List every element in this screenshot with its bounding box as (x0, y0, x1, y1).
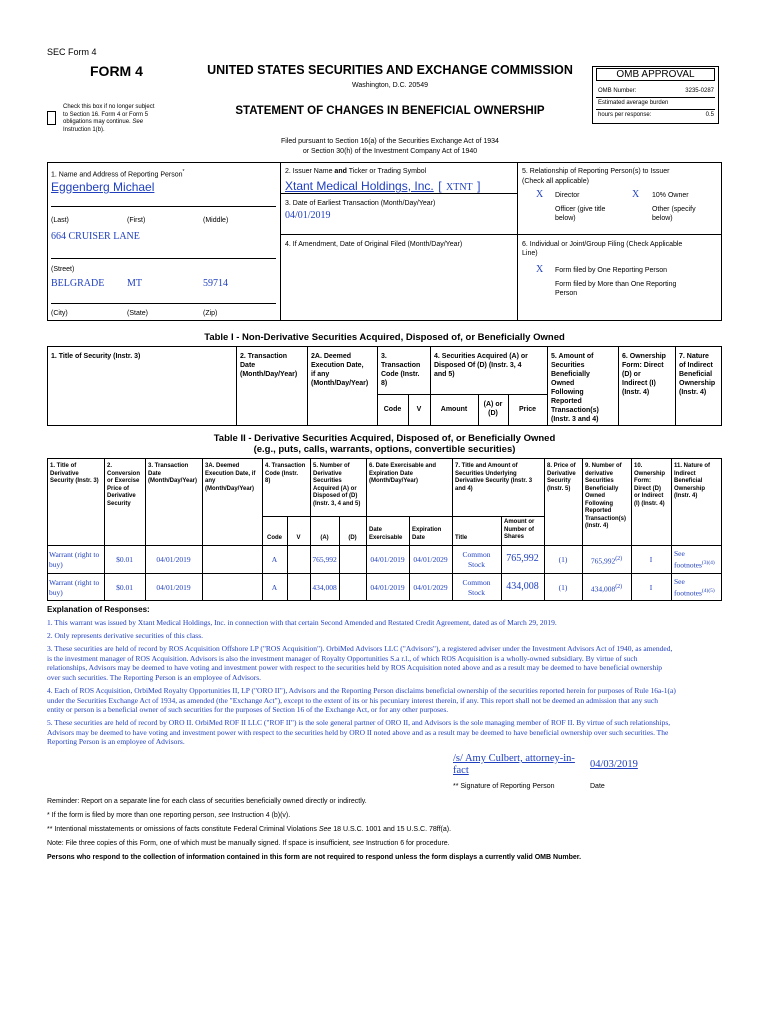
reporting-address: 664 CRUISER LANE (51, 231, 140, 242)
signature-date: 04/03/2019 (590, 759, 638, 770)
earliest-transaction-date: 04/01/2019 (285, 210, 331, 221)
t2-h-underlying: 7. Title and Amount of Securities Underlying Derivative Security (Instr. 3 and 4) (455, 463, 533, 492)
first-label: (First) (127, 217, 146, 224)
t2-h-deemed: 3A. Deemed Execution Date, if any (Month/Day/Year) (205, 463, 256, 492)
explanation-title: Explanation of Responses: (47, 605, 150, 614)
commission-city: Washington, D.C. 20549 (351, 82, 428, 89)
table-row: Warrant (right to buy) (49, 550, 100, 569)
t1-h-title: 1. Title of Security (Instr. 3) (51, 353, 141, 360)
t1-h-nature: 7. Nature of Indirect Beneficial Ownership (Instr. 4) (679, 353, 716, 396)
t2-h-code: 4. Transaction Code (Instr. 8) (265, 463, 306, 484)
t2-h-nature: 11. Nature of Indirect Beneficial Ownership (Instr. 4) (674, 463, 711, 499)
row1-exercisable: 04/01/2019 (370, 555, 405, 564)
row1-date: 04/01/2019 (156, 555, 191, 564)
footnote-2: 2. Only represents derivative securities of this class. (47, 631, 203, 640)
reporting-person-label: 1. Name and Address of Reporting Person* (51, 169, 185, 179)
t2-h-title-sub: Title (455, 535, 468, 541)
state-label: (State) (127, 310, 149, 317)
row1-deriv-price: (1) (558, 555, 568, 564)
t1-h-code: 3. Transaction Code (Instr. 8) (381, 353, 421, 387)
t2-h-v: V (296, 535, 301, 541)
reminder: Reminder: Report on a separate line for each class of securities beneficially owned directly or indirectly. (47, 798, 367, 805)
date-label: Date (590, 783, 605, 790)
row2-code: A (271, 583, 278, 592)
row2-date: 04/01/2019 (156, 583, 191, 592)
relationship-label-1: 5. Relationship of Reporting Person(s) to Issuer (522, 168, 670, 175)
t2-h-date: 3. Transaction Date (Month/Day/Year) (148, 463, 198, 484)
ten-pct-owner-mark[interactable]: X (632, 189, 640, 200)
ten-pct-owner-label: 10% Owner (652, 192, 689, 199)
row2-form: I (649, 583, 653, 592)
filed-pursuant-1: Filed pursuant to Section 16(a) of the Securities Exchange Act of 1934 (281, 138, 499, 145)
t2-h-date-ex: Date Exercisable (369, 527, 403, 541)
row1-nature: See footnotes$^{(3)(4)}$ (674, 549, 715, 569)
t1-h-amount-sub: Amount (440, 406, 468, 413)
t2-h-shares: Amount or Number of Shares (504, 519, 535, 540)
omb-hours-label: hours per response: (598, 112, 652, 118)
row1-acquired: 765,992 (312, 555, 337, 564)
row2-nature: See footnotes$^{(4)(5)}$ (674, 577, 715, 597)
street-label: (Street) (51, 266, 75, 273)
issuer-name-line: Xtant Medical Holdings, Inc. [ XTNT ] (285, 179, 481, 193)
footnote-3: 3. These securities are held of record by ROS Acquisition Offshore LP ("ROS Acquisition"). OrbiMed Advisors LLC ("Advisors"), a registered adviser under the Investment Advisors Act of 1940, as amended, is the investment manager of ROS Acquisition. Advisors is also the investment manager of Royalty Opportunities S.a r.l., of which ROS Acquisition is a wholly-owned subsidiary. By virtue of such relationships, Advisors may be deemed to have voting and investment power with respect to the securities held by ROS Acquisition noted above and as a result may be deemed to have beneficial ownership over such securities. The Reporting Person is an employee of Advisors. (47, 644, 673, 682)
t2-h-ownership: 10. Ownership Form: Direct (D) or Indirect (I) (Instr. 4) (634, 463, 666, 507)
footer-note-3: Note: File three copies of this Form, one of which must be manually signed. If space is insufficient, see Instruction 6 for procedure. (47, 840, 450, 847)
omb-number-value: 3235-0287 (685, 88, 714, 94)
t1-h-code-sub: Code (383, 406, 402, 413)
omb-burden-label: Estimated average burden (598, 100, 669, 106)
t2-h-owned: 9. Number of derivative Securities Beneficially Owned Following Reported Transaction(s) (Instr. 4) (585, 463, 627, 529)
row1-underlying-title: Common Stock (462, 550, 491, 569)
check-box-instructions: Check this box if no longer subject to Section 16. Form 4 or Form 5 obligations may continue. See Instruction 1(b). (63, 104, 155, 133)
t1-h-aord: (A) or (D) (483, 401, 503, 417)
t2-h-code-sub: Code (267, 535, 282, 541)
earliest-transaction-label: 3. Date of Earliest Transaction (Month/Day/Year) (285, 200, 436, 207)
row2-acquired: 434,008 (312, 583, 337, 592)
row1-price: $0.01 (116, 555, 133, 564)
footnote-4: 4. Each of ROS Acquisition, OrbiMed Royalty Opportunities II, LP ("ORO II"), Advisors and the Reporting Person disclaims beneficial ownership of the securities reported herein for purposes of Rule 16a-1(a) under the Securities Exchange Act of 1934, as amended (the "Exchange Act"), except to the extent of its or his pecuniary interest therein, if any. This report shall not be deemed an admission that any such entity or person is a beneficial owner of such securities for the purposes of Section 16 of the Exchange Act, or for any other purposes. (47, 686, 676, 714)
table1-title: Table I - Non-Derivative Securities Acquired, Disposed of, or Beneficially Owned (204, 332, 565, 343)
director-label: Director (555, 192, 580, 199)
row2-price: $0.01 (116, 583, 133, 592)
t2-h-title: 1. Title of Derivative Security (Instr. 3) (50, 463, 99, 484)
reporting-state: MT (127, 278, 142, 289)
filed-pursuant-2: or Section 30(h) of the Investment Company Act of 1940 (302, 148, 478, 155)
no-longer-subject-checkbox[interactable] (47, 111, 56, 125)
reporting-zip: 59714 (203, 278, 228, 289)
footnote-1: 1. This warrant was issued by Xtant Medical Holdings, Inc. in connection with that certain Second Amended and Restated Credit Agreement, dated as of March 29, 2019. (47, 618, 557, 627)
row1-form: I (649, 555, 653, 564)
t1-h-securities: 4. Securities Acquired (A) or Disposed Of (D) (Instr. 3, 4 and 5) (434, 353, 528, 378)
row2-underlying-title: Common Stock (462, 578, 491, 597)
signature[interactable]: /s/ Amy Culbert, attorney-in- fact (453, 753, 575, 776)
footnote-5: 5. These securities are held of record by ORO II. OrbiMed ROF II LLC ("ROF II") is the sole general partner of ORO II, and Advisors is the sole managing member of ROF II. By virtue of such relationships, Advisors may be deemed to have voting and investment power with respect to the securities held by ORO II noted above and as a result may be deemed to have beneficial ownership over such securities. The Reporting Person is an employee of Advisors. (47, 718, 671, 746)
amendment-label: 4. If Amendment, Date of Original Filed (Month/Day/Year) (285, 241, 463, 248)
issuer-name[interactable]: Xtant Medical Holdings, Inc. (285, 179, 434, 193)
officer-label: Officer (give title below) (555, 206, 606, 222)
table2-title: Table II - Derivative Securities Acquired, Disposed of, or Beneficially Owned (e.g., puts, calls, warrants, options, convertible securities) (213, 433, 556, 455)
reporting-person-name[interactable]: Eggenberg Michael (51, 180, 155, 194)
row1-owned: 765,992$^{(2)}$ (590, 556, 623, 566)
omb-number-label: OMB Number: (598, 88, 637, 94)
row1-code: A (271, 555, 278, 564)
statement-title: STATEMENT OF CHANGES IN BENEFICIAL OWNERSHIP (235, 105, 545, 117)
row2-owned: 434,008$^{(2)}$ (590, 584, 623, 594)
t2-h-a: (A) (320, 535, 329, 541)
t2-h-expiration: Expiration Date (412, 527, 442, 541)
more-persons-label: Form filed by More than One Reporting Person (555, 281, 677, 297)
t1-h-v: V (416, 406, 422, 413)
other-label: Other (specify below) (652, 206, 696, 222)
omb-approval-title: OMB APPROVAL (596, 68, 715, 81)
row1-shares: 765,992 (506, 553, 539, 564)
joint-filing-label: 6. Individual or Joint/Group Filing (Check Applicable Line) (522, 241, 683, 257)
row2-shares: 434,008 (506, 581, 539, 592)
t2-h-number: 5. Number of Derivative Securities Acquired (A) or Disposed of (D) (Instr. 3, 4 and 5) (313, 463, 361, 507)
t1-h-deemed: 2A. Deemed Execution Date, if any (Month/Day/Year) (311, 353, 369, 387)
relationship-label-2: (Check all applicable) (522, 178, 589, 185)
footer-persons: Persons who respond to the collection of information contained in this form are not required to respond unless the form displays a currently valid OMB Number. (47, 854, 582, 861)
director-mark[interactable]: X (536, 189, 544, 200)
issuer-label: 2. Issuer Name and Ticker or Trading Symbol (285, 168, 427, 175)
table-row: Warrant (right to buy) (49, 578, 100, 597)
t2-h-conversion: 2. Conversion or Exercise Price of Derivative Security (107, 463, 141, 507)
t1-h-price: Price (518, 406, 537, 413)
zip-label: (Zip) (203, 310, 218, 317)
t1-h-date: 2. Transaction Date (Month/Day/Year) (240, 353, 298, 378)
city-label: (City) (51, 310, 68, 317)
last-label: (Last) (51, 217, 69, 224)
footer-note-1: * If the form is filed by more than one reporting person, see Instruction 4 (b)(v). (47, 812, 291, 819)
row2-deriv-price: (1) (558, 583, 568, 592)
t2-h-price: 8. Price of Derivative Security (Instr. 5) (547, 463, 576, 492)
commission-title: UNITED STATES SECURITIES AND EXCHANGE COMMISSION (207, 63, 573, 77)
one-person-mark[interactable]: X (536, 264, 544, 275)
issuer-ticker: XTNT (446, 182, 473, 193)
form-title: FORM 4 (90, 63, 143, 79)
signature-label: ** Signature of Reporting Person (453, 783, 555, 790)
sec-form-label: SEC Form 4 (47, 47, 97, 57)
one-person-label: Form filed by One Reporting Person (555, 267, 668, 274)
row1-expiration: 04/01/2029 (413, 555, 448, 564)
footer-note-2: ** Intentional misstatements or omissions of facts constitute Federal Criminal Violations See 18 U.S.C. 1001 and 15 U.S.C. 78ff(a). (47, 826, 452, 833)
t1-h-ownership: 6. Ownership Form: Direct (D) or Indirect (I) (Instr. 4) (622, 353, 666, 396)
t1-h-amount: 5. Amount of Securities Beneficially Owned Following Reported Transaction(s) (Instr. 3 and 4) (551, 353, 599, 423)
row2-exercisable: 04/01/2019 (370, 583, 405, 592)
reporting-city: BELGRADE (51, 278, 105, 289)
row2-expiration: 04/01/2029 (413, 583, 448, 592)
t2-h-exercisable: 6. Date Exercisable and Expiration Date (Month/Day/Year) (369, 463, 437, 484)
middle-label: (Middle) (203, 217, 229, 224)
t2-h-d: (D) (348, 535, 357, 541)
omb-hours-value: 0.5 (705, 112, 714, 118)
